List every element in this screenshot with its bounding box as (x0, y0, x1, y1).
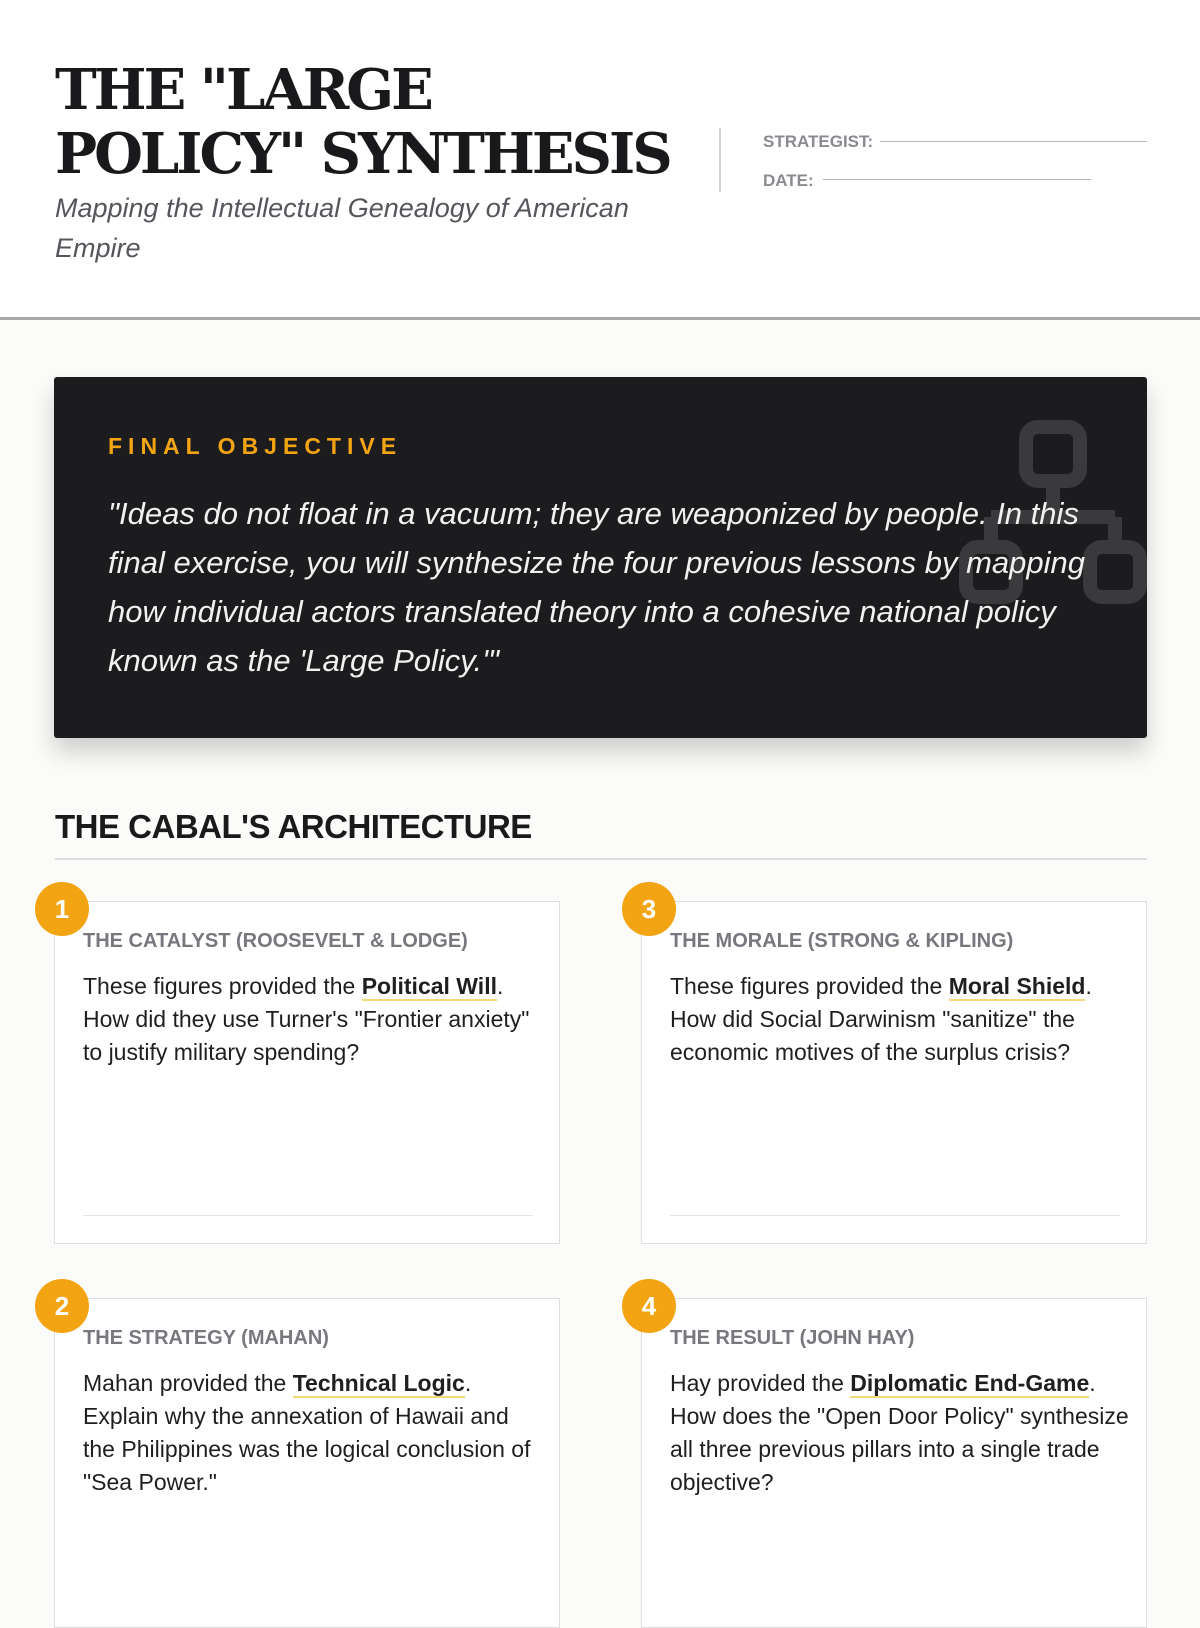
card-highlight: Political Will (361, 973, 497, 999)
card-heading: THE MORALE (STRONG & KIPLING) (670, 930, 1014, 952)
card-highlight: Diplomatic End-Game (850, 1370, 1090, 1396)
final-objective-panel (54, 377, 1147, 738)
card-number-badge: 1 (35, 882, 89, 936)
header-divider (719, 128, 721, 192)
card-prompt: Mahan provided the Technical Logic. Explain why the annexation of Hawaii and the Philippines was the logical conclusion of "Sea Power." (83, 1370, 531, 1495)
section-divider (55, 858, 1147, 860)
card-heading: THE RESULT (JOHN HAY) (670, 1327, 915, 1349)
card-prompt: These figures provided the Moral Shield. How did Social Darwinism "sanitize" the economic motives of the surplus crisis? (670, 973, 1092, 1065)
card-strategy (54, 1290, 560, 1628)
card-heading: THE CATALYST (ROOSEVELT & LODGE) (83, 930, 468, 952)
objective-label: FINAL OBJECTIVE (108, 433, 403, 459)
card-number-badge: 4 (622, 1279, 676, 1333)
strategist-field[interactable] (880, 141, 1147, 142)
section-title: THE CABAL'S ARCHITECTURE (55, 808, 532, 845)
card-highlight: Moral Shield (948, 973, 1086, 999)
answer-line[interactable] (83, 1215, 533, 1216)
card-catalyst (54, 893, 560, 1244)
page-subtitle: Mapping the Intellectual Genealogy of American Empire (55, 193, 629, 263)
card-prompt: Hay provided the Diplomatic End-Game. How does the "Open Door Policy" synthesize all three previous pillars into a single trade objective? (670, 1370, 1129, 1495)
page-header (0, 0, 1200, 320)
card-prompt: These figures provided the Political Will. How did they use Turner's "Frontier anxiety" to justify military spending? (83, 973, 530, 1065)
answer-line[interactable] (670, 1215, 1120, 1216)
page-title: THE "LARGE POLICY" SYNTHESIS (55, 57, 670, 187)
date-field[interactable] (823, 179, 1091, 180)
card-heading: THE STRATEGY (MAHAN) (83, 1327, 329, 1349)
card-morale (641, 893, 1147, 1244)
card-result (641, 1290, 1147, 1628)
date-label: DATE: (763, 171, 814, 190)
card-number-badge: 3 (622, 882, 676, 936)
objective-quote: "Ideas do not float in a vacuum; they are weaponized by people. In this final exercise, you will synthesize the four previous lessons by mapping how individual actors translated theory into a cohesive national policy known as the 'Large Policy.'" (108, 496, 1085, 678)
card-number-badge: 2 (35, 1279, 89, 1333)
strategist-label: STRATEGIST: (763, 132, 874, 151)
card-highlight: Technical Logic (292, 1370, 465, 1396)
